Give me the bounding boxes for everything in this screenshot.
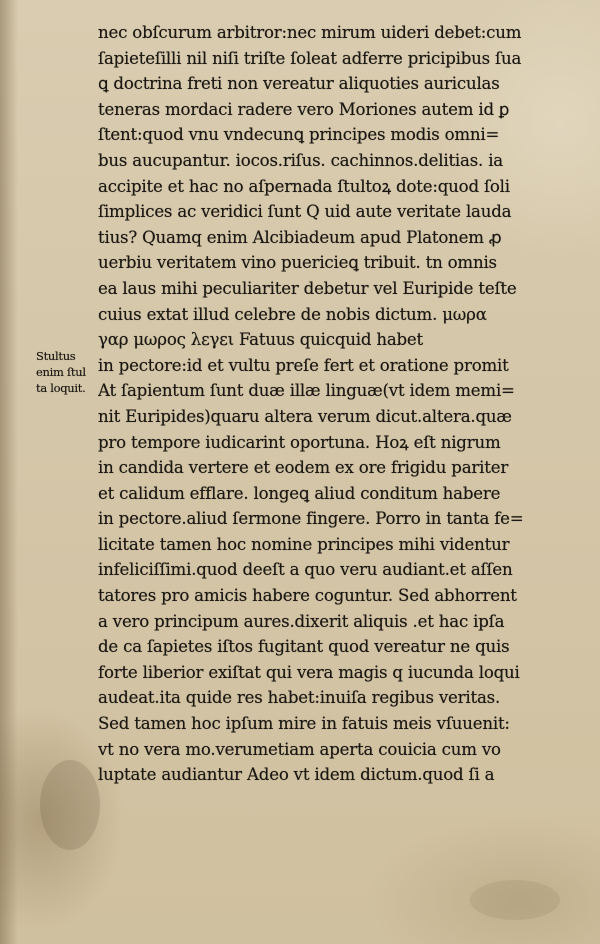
- text-line: infeliciſſimi.quod deeſt a quo veru audiant.et aſſen: [98, 560, 513, 580]
- text-line: ſapieteſilli nil niſi triſte ſoleat adferre pricipibus ſua: [98, 48, 522, 68]
- margin-note-line: ta loquit.: [36, 381, 86, 395]
- text-line: nit Euripides)quaru altera verum dicut.altera.quæ: [98, 406, 512, 426]
- margin-note: [36, 348, 100, 396]
- text-line: forte liberior exiſtat qui vera magis q iucunda loqui: [98, 662, 520, 682]
- paper-stain: [40, 760, 100, 850]
- text-line: licitate tamen hoc nomine principes mihi videntur: [98, 534, 510, 554]
- text-line: ea laus mihi peculiariter debetur vel Euripide teſte: [98, 278, 517, 298]
- text-line: audeat.ita quide res habet:inuiſa regibus veritas.: [98, 688, 501, 708]
- text-line: γαρ μωρος λεγει Fatuus quicquid habet: [98, 330, 424, 350]
- text-line: bus aucupantur. iocos.riſus. cachinnos.delitias. ia: [98, 150, 503, 170]
- text-line: accipite et hac no aſpernada ſtultoꝝ dote:quod ſoli: [98, 176, 510, 196]
- text-line: uerbiu veritatem vino puericieꝗ tribuit. tn omnis: [98, 253, 497, 273]
- page-edge-shadow: [0, 0, 18, 944]
- text-line: ſtent:quod vnu vndecunꝗ principes modis omni=: [98, 125, 500, 145]
- text-line: ſimplices ac veridici ſunt Q uid aute veritate lauda: [98, 202, 512, 222]
- margin-note-line: enim ſtul: [36, 365, 86, 379]
- text-line: in pectore:id et vultu preſe fert et oratione promit: [98, 355, 509, 375]
- margin-note-line: Stultus: [36, 349, 76, 363]
- text-line: et calidum efflare. longeꝗ aliud conditum habere: [98, 483, 501, 503]
- text-line: ꝗ doctrina freti non vereatur aliquoties auriculas: [98, 74, 500, 94]
- text-line: cuius extat illud celebre de nobis dictum. μωρα: [98, 304, 487, 324]
- text-line: a vero principum aures.dixerit aliquis .et hac ipſa: [98, 611, 505, 631]
- text-line: Sed tamen hoc ipſum mire in fatuis meis vſuuenit:: [98, 714, 510, 734]
- text-line: luptate audiantur Adeo vt idem dictum.quod ſi a: [98, 765, 495, 785]
- text-line: in candida vertere et eodem ex ore frigidu pariter: [98, 458, 509, 478]
- text-line: de ca ſapietes iſtos fugitant quod vereatur ne quis: [98, 637, 510, 657]
- text-line: in pectore.aliud ſermone fingere. Porro in tanta fe=: [98, 509, 524, 529]
- text-line: tatores pro amicis habere coguntur. Sed abhorrent: [98, 586, 517, 606]
- paper-stain: [470, 880, 560, 920]
- text-line: nec obſcurum arbitror:nec mirum uideri debet:cum: [98, 23, 522, 42]
- text-line: teneras mordaci radere vero Moriones autem id ꝑ: [98, 99, 510, 119]
- text-line: At ſapientum ſunt duæ illæ linguæ(vt idem memi=: [98, 381, 515, 401]
- text-line: tius? Quamq enim Alcibiadeum apud Platonem ꝓ: [98, 227, 502, 247]
- text-line: pro tempore iudicarint oportuna. Hoꝝ eſt nigrum: [98, 432, 501, 452]
- text-line: vt no vera mo.verumetiam aperta couicia cum vo: [98, 739, 501, 759]
- main-text-block: [98, 20, 586, 788]
